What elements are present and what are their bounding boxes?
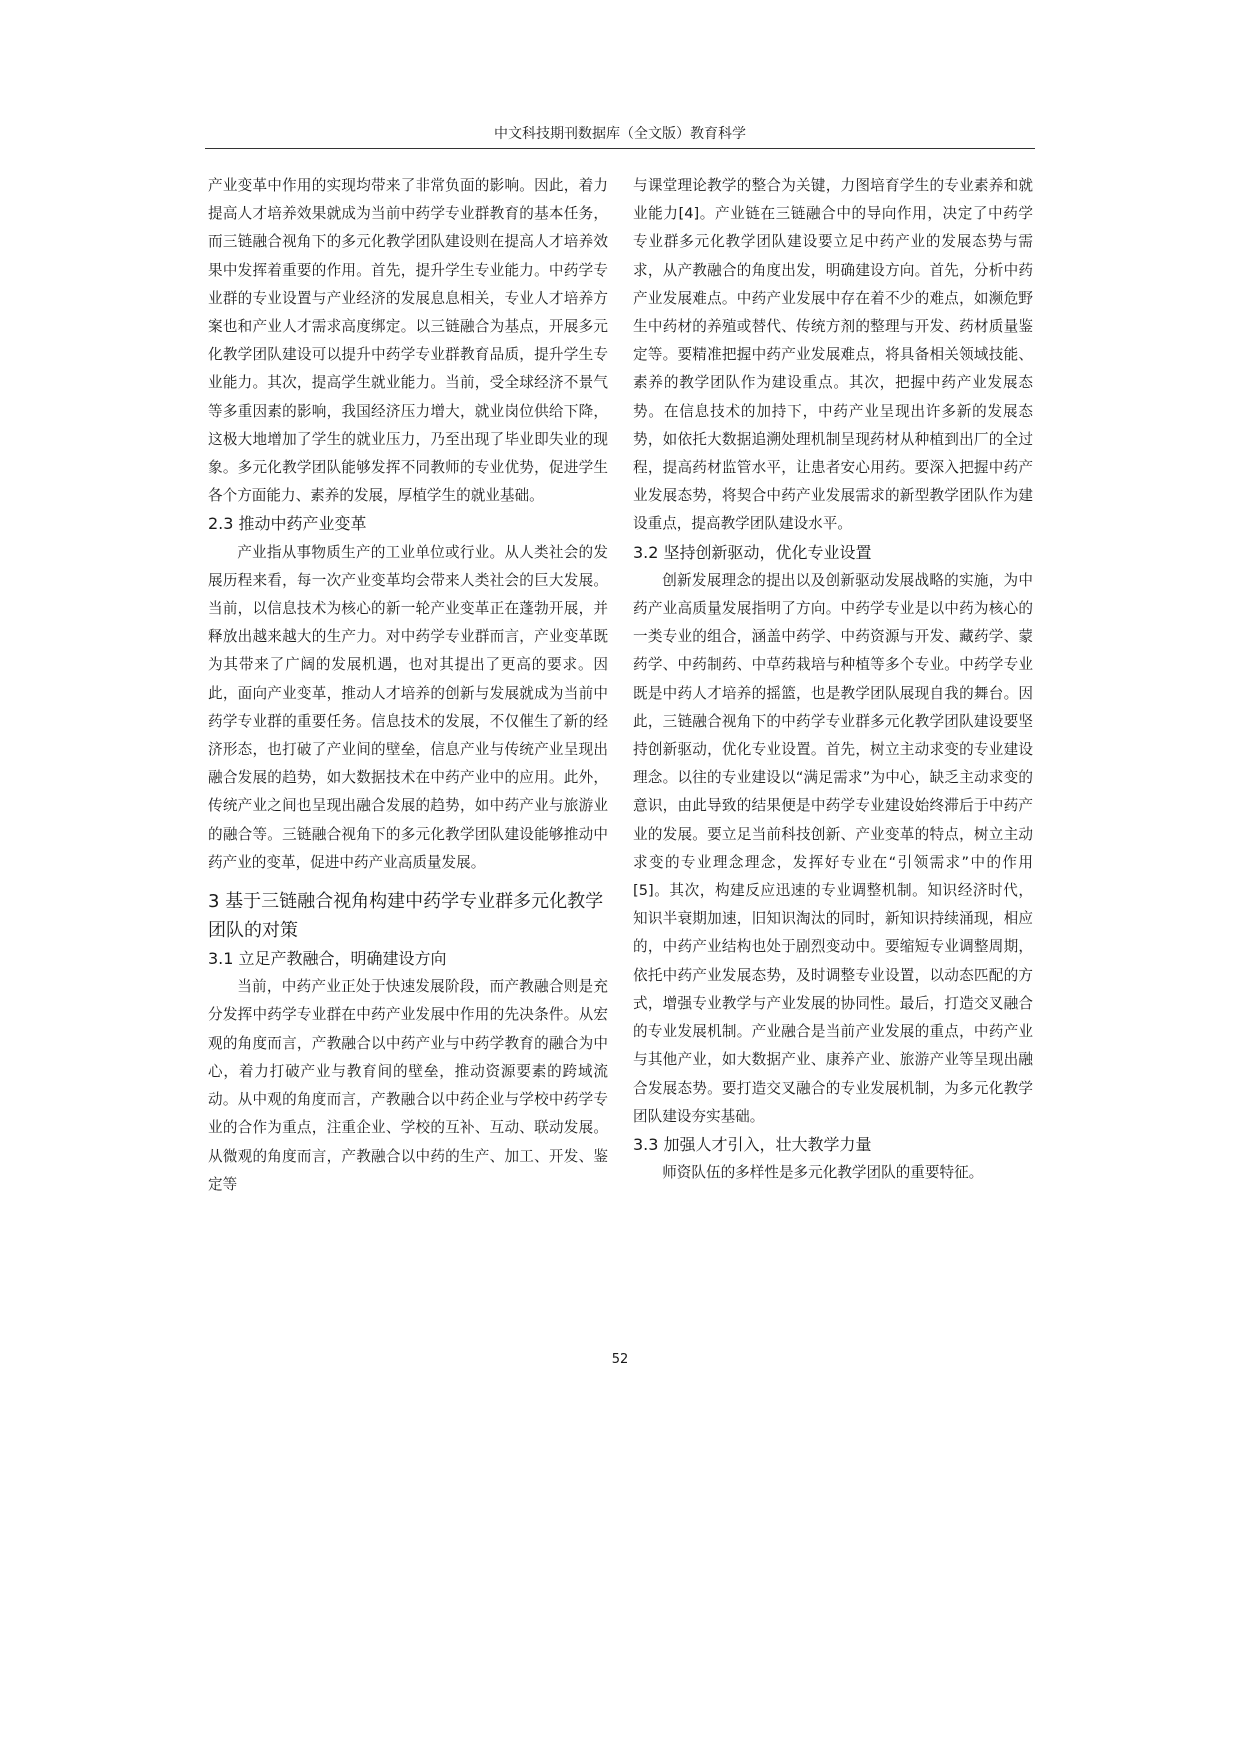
section-heading-3-3: 3.3 加强人才引入，壮大教学力量 <box>633 1134 872 1154</box>
left-column <box>208 172 608 1199</box>
journal-title: 中文科技期刊数据库（全文版）教育科学 <box>494 126 746 142</box>
section-heading-3: 3 基于三链融合视角构建中药学专业群多元化教学团队的对策 <box>208 891 604 942</box>
section-heading-3-2: 3.2 坚持创新驱动，优化专业设置 <box>633 542 872 562</box>
section-heading-3-1: 3.1 立足产教融合，明确建设方向 <box>208 949 447 969</box>
paragraph: 产业指从事物质生产的工业单位或行业。从人类社会的发展历程来看，每一次产业变革均会带来人类社会的巨大发展。当前，以信息技术为核心的新一轮产业变革正在蓬勃开展，并释放出越来越大的生产力。对中药学专业群而言，产业变革既为其带来了广阔的发展机遇，也对其提出了更高的要求。因此，面向产业变革，推动人才培养的创新与发展就成为当前中药学专业群的重要任务。信息技术的发展，不仅催生了新的经济形态，也打破了产业间的壁垒，信息产业与传统产业呈现出融合发展的趋势，如大数据技术在中药产业中的应用。此外，传统产业之间也呈现出融合发展的趋势，如中药产业与旅游业的融合等。三链融合视角下的多元化教学团队建设能够推动中药产业的变革，促进中药产业高质量发展。 <box>208 543 608 871</box>
paragraph: 产业变革中作用的实现均带来了非常负面的影响。因此，着力提高人才培养效果就成为当前中药学专业群教育的基本任务，而三链融合视角下的多元化教学团队建设则在提高人才培养效果中发挥着重要的作用。首先，提升学生专业能力。中药学专业群的专业设置与产业经济的发展息息相关，专业人才培养方案也和产业人才需求高度绑定。以三链融合为基点，开展多元化教学团队建设可以提升中药学专业群教育品质，提升学生专业能力。其次，提高学生就业能力。当前，受全球经济不景气等多重因素的影响，我国经济压力增大，就业岗位供给下降，这极大地增加了学生的就业压力，乃至出现了毕业即失业的现象。多元化教学团队能够发挥不同教师的专业优势，促进学生各个方面能力、素养的发展，厚植学生的就业基础。 <box>208 177 608 505</box>
running-header <box>205 120 1035 149</box>
paragraph: 与课堂理论教学的整合为关键，力图培育学生的专业素养和就业能力[4]。产业链在三链融合中的导向作用，决定了中药学专业群多元化教学团队建设要立足中药产业的发展态势与需求，从产教融合的角度出发，明确建设方向。首先，分析中药产业发展难点。中药产业发展中存在着不少的难点，如濒危野生中药材的养殖或替代、传统方剂的整理与开发、药材质量鉴定等。要精准把握中药产业发展难点，将具备相关领域技能、素养的教学团队作为建设重点。其次，把握中药产业发展态势。在信息技术的加持下，中药产业呈现出许多新的发展态势，如依托大数据追溯处理机制呈现药材从种植到出厂的全过程，提高药材监管水平，让患者安心用药。要深入把握中药产业发展态势，将契合中药产业发展需求的新型教学团队作为建设重点，提高教学团队建设水平。 <box>633 177 1033 533</box>
section-heading-2-3: 2.3 推动中药产业变革 <box>208 514 367 534</box>
paragraph: 师资队伍的多样性是多元化教学团队的重要特征。 <box>662 1164 984 1182</box>
paragraph: 创新发展理念的提出以及创新驱动发展战略的实施，为中药产业高质量发展指明了方向。中药学专业是以中药为核心的一类专业的组合，涵盖中药学、中药资源与开发、藏药学、蒙药学、中药制药、中草药栽培与种植等多个专业。中药学专业既是中药人才培养的摇篮，也是教学团队展现自我的舞台。因此，三链融合视角下的中药学专业群多元化教学团队建设要坚持创新驱动，优化专业设置。首先，树立主动求变的专业建设理念。以往的专业建设以“满足需求”为中心，缺乏主动求变的意识，由此导致的结果便是中药学专业建设始终滞后于中药产业的发展。要立足当前科技创新、产业变革的特点，树立主动求变的专业理念理念，发挥好专业在“引领需求”中的作用[5]。其次，构建反应迅速的专业调整机制。知识经济时代，知识半衰期加速，旧知识淘汰的同时，新知识持续涌现，相应的，中药产业结构也处于剧烈变动中。要缩短专业调整周期，依托中药产业发展态势，及时调整专业设置，以动态匹配的方式，增强专业教学与产业发展的协同性。最后，打造交叉融合的专业发展机制。产业融合是当前产业发展的重点，中药产业与其他产业，如大数据产业、康养产业、旅游产业等呈现出融合发展态势。要打造交叉融合的专业发展机制，为多元化教学团队建设夯实基础。 <box>633 571 1033 1125</box>
paragraph: 当前，中药产业正处于快速发展阶段，而产教融合则是充分发挥中药学专业群在中药产业发展中作用的先决条件。从宏观的角度而言，产教融合以中药产业与中药学教育的融合为中心，着力打破产业与教育间的壁垒，推动资源要素的跨域流动。从中观的角度而言，产教融合以中药企业与学校中药学专业的合作为重点，注重企业、学校的互补、互动、联动发展。从微观的角度而言，产教融合以中药的生产、加工、开发、鉴定等 <box>208 978 608 1193</box>
right-column <box>633 172 1033 1187</box>
page-number: 52 <box>611 1352 629 1367</box>
